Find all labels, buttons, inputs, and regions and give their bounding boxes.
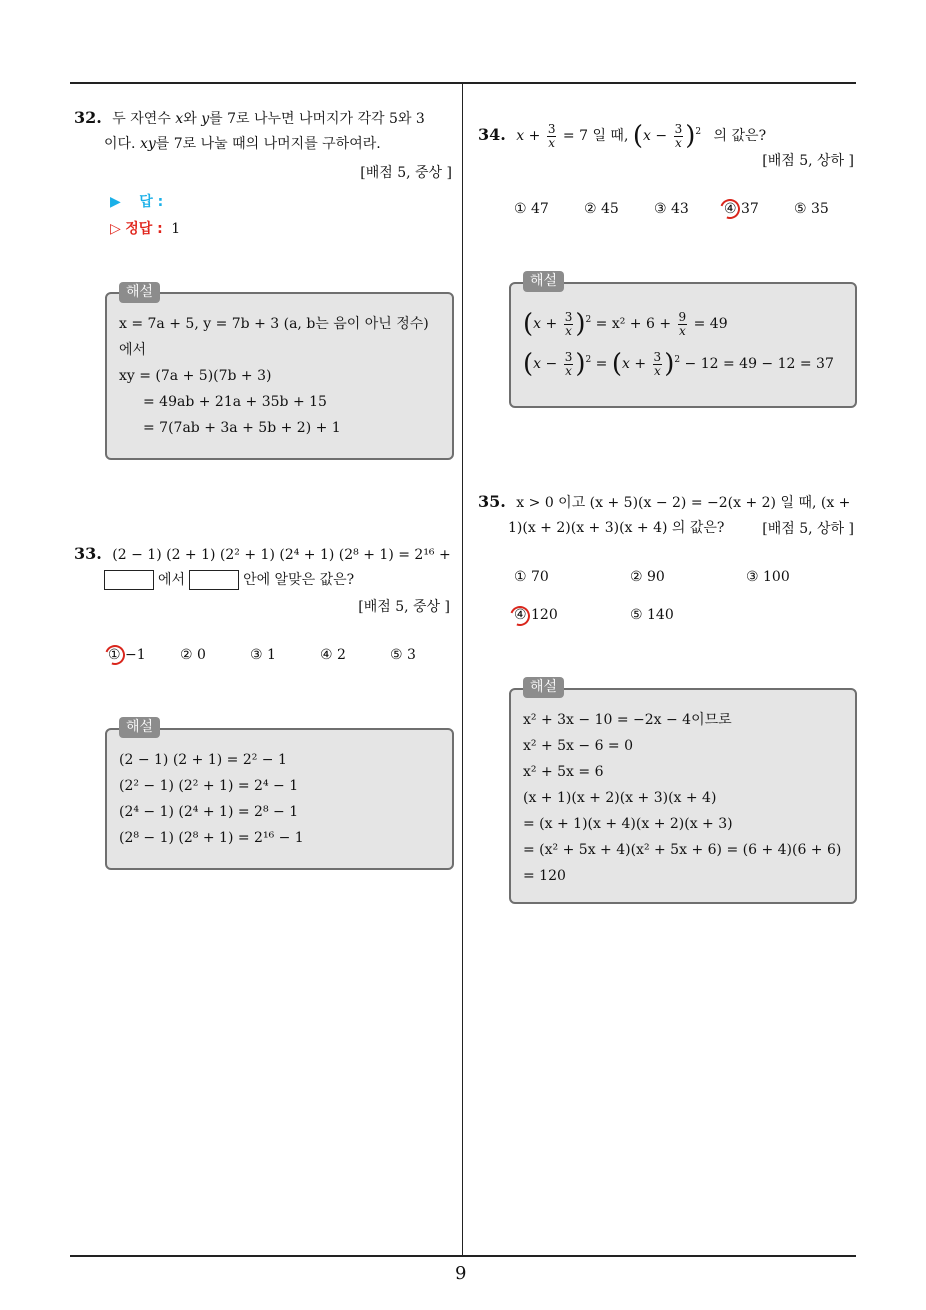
q33-solution-line: (2 − 1) (2 + 1) = 2² − 1 xyxy=(119,752,287,768)
q32-line2 xyxy=(104,134,381,154)
exponent: 2 xyxy=(674,355,681,365)
q34-text: x − xyxy=(643,128,672,144)
q35-score: [배점 5, 상하 ] xyxy=(762,521,854,537)
q35-choice-4[interactable]: ④ 120 xyxy=(514,607,558,623)
fraction-numerator: 3 xyxy=(564,309,573,324)
q32-solution-line: = 49ab + 21a + 35b + 15 xyxy=(143,394,327,410)
q33-solution-line: (2² − 1) (2² + 1) = 2⁴ − 1 xyxy=(119,778,299,794)
q32-text: 두 자연수 xyxy=(112,111,176,127)
q34-choices xyxy=(514,201,854,221)
q34-line1 xyxy=(478,120,766,151)
fraction-denominator: x xyxy=(548,135,556,150)
q32-solution-line: = 7(7ab + 3a + 5b + 2) + 1 xyxy=(143,420,341,436)
left-paren: ( xyxy=(611,349,623,379)
q34-solution-tag: 해설 xyxy=(523,271,564,292)
q32-solution-tag: 해설 xyxy=(119,282,160,303)
exponent: 2 xyxy=(585,315,592,325)
q33-choices xyxy=(108,647,448,667)
q33-solution-box xyxy=(105,728,454,870)
left-paren: ( xyxy=(632,121,644,151)
q32-answer-label: 답 : xyxy=(139,194,164,210)
play-outline-icon: ▷ xyxy=(110,221,121,237)
fraction-numerator: 3 xyxy=(564,349,573,364)
fraction-numerator: 3 xyxy=(674,121,683,136)
q32-solution-line: xy = (7a + 5)(7b + 3) xyxy=(119,368,272,384)
q35-number: 35. xyxy=(478,492,506,511)
q35-solution-line: (x + 1)(x + 2)(x + 3)(x + 4) xyxy=(523,790,717,806)
q35-solution-line: x² + 3x − 10 = −2x − 4이므로 xyxy=(523,712,732,728)
q34-sol-fraction xyxy=(678,311,688,338)
q32-correct-label: 정답 : xyxy=(125,221,163,237)
q33-solution-line: (2⁸ − 1) (2⁸ + 1) = 2¹⁶ − 1 xyxy=(119,830,304,846)
fraction-numerator: 3 xyxy=(547,121,556,136)
q34-number: 34. xyxy=(478,125,506,144)
q34-sol-text: = 49 xyxy=(693,316,728,332)
q33-line2 xyxy=(104,570,354,590)
q34-solution-line-1 xyxy=(523,308,728,340)
q35-line1 xyxy=(478,492,850,513)
q34-fraction xyxy=(674,123,684,150)
q32-text: 를 7로 나누면 나머지가 각각 5와 3 xyxy=(209,111,425,127)
q34-sol-fraction xyxy=(564,351,574,378)
q32-line1 xyxy=(74,108,425,129)
q34-text: x + xyxy=(516,128,545,144)
q32-solution-box xyxy=(105,292,454,460)
q35-solution-line: = 120 xyxy=(523,868,566,884)
fraction-denominator: x xyxy=(674,135,682,150)
top-rule xyxy=(70,82,856,84)
q33-expression: (2 − 1) (2 + 1) (2² + 1) (2⁴ + 1) (2⁸ + 1) = 2¹⁶ + xyxy=(112,547,451,563)
right-paren: ) xyxy=(575,309,586,339)
q32-correct-row xyxy=(110,218,180,238)
q32-var-x: x xyxy=(175,111,184,127)
q34-choice-3[interactable]: ③ 43 xyxy=(654,201,689,217)
fraction-denominator: x xyxy=(678,323,686,338)
q32-solution-line: 에서 xyxy=(119,342,147,358)
fraction-numerator: 9 xyxy=(678,309,687,324)
fraction-denominator: x xyxy=(565,323,572,338)
answer-blank-box xyxy=(189,570,239,590)
play-icon: ▶ xyxy=(110,194,121,210)
right-paren: ) xyxy=(685,121,696,151)
q32-correct-value: 1 xyxy=(171,221,181,237)
q34-sol-text: x + xyxy=(533,316,562,332)
fraction-denominator: x xyxy=(565,363,572,378)
q35-solution-line: x² + 5x − 6 = 0 xyxy=(523,738,634,754)
right-paren: ) xyxy=(664,349,675,379)
q34-fraction xyxy=(547,123,557,150)
q33-choice-4[interactable]: ④ 2 xyxy=(320,647,346,663)
q32-var-xy: xy xyxy=(139,136,156,152)
q33-solution-line: (2⁴ − 1) (2⁴ + 1) = 2⁸ − 1 xyxy=(119,804,299,820)
left-paren: ( xyxy=(523,349,534,379)
q35-choice-3[interactable]: ③ 100 xyxy=(746,569,790,585)
q35-solution-line: = (x² + 5x + 4)(x² + 5x + 6) = (6 + 4)(6 + 6) xyxy=(523,842,842,858)
q33-choice-5[interactable]: ⑤ 3 xyxy=(390,647,416,663)
q33-choice-1[interactable]: ① −1 xyxy=(108,647,146,663)
q34-choice-5[interactable]: ⑤ 35 xyxy=(794,201,829,217)
q35-choices xyxy=(514,569,854,629)
q33-text: 안에 알맞은 값은? xyxy=(243,572,355,588)
q32-text: 를 7로 나눌 때의 나머지를 구하여라. xyxy=(155,136,381,152)
q35-choice-1[interactable]: ① 70 xyxy=(514,569,549,585)
q35-text: x > 0 이고 (x + 5)(x − 2) = −2(x + 2) 일 때, (x + xyxy=(516,495,851,511)
bottom-rule xyxy=(70,1255,856,1257)
q32-text: 이다. xyxy=(104,136,140,152)
exponent: 2 xyxy=(695,127,702,137)
q33-solution-tag: 해설 xyxy=(119,717,160,738)
q34-sol-text: − 12 = 49 − 12 = 37 xyxy=(684,356,834,372)
q34-text: 의 값은? xyxy=(713,128,767,144)
q34-sol-text: x − xyxy=(533,356,562,372)
q32-text: 와 xyxy=(183,111,202,127)
q32-score: [배점 5, 중상 ] xyxy=(360,165,452,181)
q34-text: = 7 일 때, xyxy=(562,128,629,144)
q34-sol-fraction xyxy=(564,311,574,338)
q34-choice-1[interactable]: ① 47 xyxy=(514,201,549,217)
q33-choice-2[interactable]: ② 0 xyxy=(180,647,206,663)
q34-score: [배점 5, 상하 ] xyxy=(762,153,854,169)
q34-sol-text: = xyxy=(595,356,608,372)
answer-blank-box xyxy=(104,570,154,590)
q34-sol-fraction xyxy=(653,351,663,378)
q33-line1 xyxy=(74,544,451,565)
q35-solution-line: = (x + 1)(x + 4)(x + 2)(x + 3) xyxy=(523,816,733,832)
fraction-denominator: x xyxy=(653,363,661,378)
q34-sol-text: x + xyxy=(622,356,651,372)
q34-solution-line-2 xyxy=(523,348,834,380)
q35-choice-2[interactable]: ② 90 xyxy=(630,569,665,585)
q32-number: 32. xyxy=(74,108,102,127)
q32-var-y: y xyxy=(201,111,210,127)
q34-choice-4[interactable]: ④ 37 xyxy=(724,201,759,217)
right-paren: ) xyxy=(575,349,586,379)
q35-solution-line: x² + 5x = 6 xyxy=(523,764,604,780)
q32-solution-line: x = 7a + 5, y = 7b + 3 (a, b는 음이 아닌 정수) xyxy=(119,316,429,332)
q32-answer-row xyxy=(110,191,163,211)
q35-solution-box xyxy=(509,688,857,904)
fraction-numerator: 3 xyxy=(653,349,662,364)
q33-number: 33. xyxy=(74,544,102,563)
left-paren: ( xyxy=(523,309,534,339)
q33-score: [배점 5, 중상 ] xyxy=(358,599,450,615)
q34-sol-text: = x² + 6 + xyxy=(595,316,676,332)
q33-text: 에서 xyxy=(158,572,186,588)
column-divider xyxy=(462,84,463,1256)
q35-line2: 1)(x + 2)(x + 3)(x + 4) 의 값은? xyxy=(508,520,725,536)
q35-solution-tag: 해설 xyxy=(523,677,564,698)
q33-choice-3[interactable]: ③ 1 xyxy=(250,647,276,663)
q34-solution-box xyxy=(509,282,857,408)
exponent: 2 xyxy=(585,355,592,365)
q34-choice-2[interactable]: ② 45 xyxy=(584,201,619,217)
page-number: 9 xyxy=(455,1263,467,1284)
q35-choice-5[interactable]: ⑤ 140 xyxy=(630,607,674,623)
